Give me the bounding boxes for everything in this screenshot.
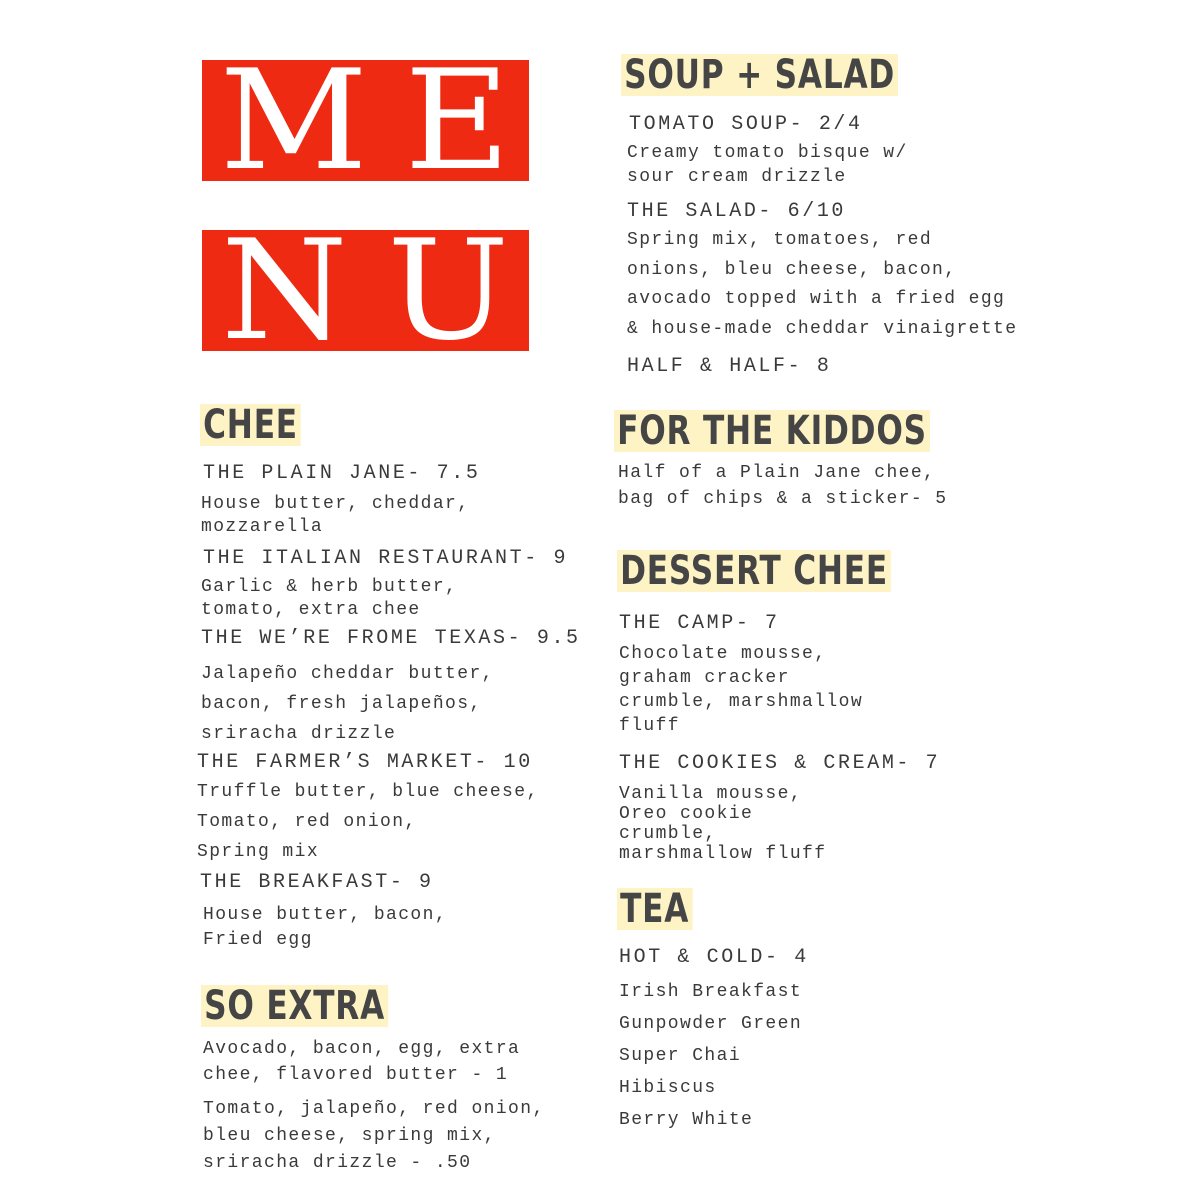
menu-item-desc: Garlic & herb butter, xyxy=(201,577,458,597)
logo-letter-u: U xyxy=(387,209,510,371)
menu-item-desc: fluff xyxy=(619,716,681,736)
tea-flavor: Super Chai xyxy=(619,1046,742,1066)
menu-item-desc: bacon, fresh jalapeños, xyxy=(201,694,482,714)
menu-item-name: HOT & COLD- 4 xyxy=(619,946,809,969)
menu-item-desc: Jalapeño cheddar butter, xyxy=(201,664,494,684)
tea-flavor: Gunpowder Green xyxy=(619,1014,803,1034)
tea-flavor: Berry White xyxy=(619,1110,754,1130)
extra-desc: bleu cheese, spring mix, xyxy=(203,1126,496,1146)
menu-item-desc: marshmallow fluff xyxy=(619,844,827,864)
so-extra-heading: SO EXTRA xyxy=(201,985,388,1027)
menu-item-desc: House butter, cheddar, xyxy=(201,494,470,514)
menu-item-name: THE ITALIAN RESTAURANT- 9 xyxy=(203,547,569,570)
menu-item-name: HALF & HALF- 8 xyxy=(627,355,832,378)
menu-item-desc: Fried egg xyxy=(203,930,313,950)
menu-item-desc: graham cracker xyxy=(619,668,790,688)
menu-item-desc: Tomato, red onion, xyxy=(197,812,417,832)
menu-item-desc: avocado topped with a fried egg xyxy=(627,289,1006,309)
menu-item-desc: crumble, xyxy=(619,824,717,844)
menu-item-desc: Creamy tomato bisque w/ xyxy=(627,143,908,163)
menu-item-name: THE CAMP- 7 xyxy=(619,612,780,635)
chee-heading: CHEE xyxy=(200,404,301,446)
menu-item-desc: sour cream drizzle xyxy=(627,167,847,187)
menu-item-desc: Chocolate mousse, xyxy=(619,644,827,664)
menu-item-name: TOMATO SOUP- 2/4 xyxy=(629,113,863,136)
menu-item-desc: Oreo cookie xyxy=(619,804,754,824)
tea-flavor: Hibiscus xyxy=(619,1078,717,1098)
extra-desc: Avocado, bacon, egg, extra xyxy=(203,1039,521,1059)
logo-letter-n: N xyxy=(221,209,349,371)
menu-item-name: THE BREAKFAST- 9 xyxy=(200,871,434,894)
menu-item-name: THE WE’RE FROME TEXAS- 9.5 xyxy=(201,627,581,650)
menu-item-desc: tomato, extra chee xyxy=(201,600,421,620)
extra-desc: sriracha drizzle - .50 xyxy=(203,1153,472,1173)
menu-item-desc: House butter, bacon, xyxy=(203,905,448,925)
menu-item-desc: onions, bleu cheese, bacon, xyxy=(627,260,957,280)
menu-item-desc: mozzarella xyxy=(201,517,324,537)
menu-item-desc: crumble, marshmallow xyxy=(619,692,864,712)
tea-heading: TEA xyxy=(617,888,692,930)
menu-item-name: THE PLAIN JANE- 7.5 xyxy=(203,462,481,485)
tea-flavor: Irish Breakfast xyxy=(619,982,803,1002)
menu-item-desc: & house-made cheddar vinaigrette xyxy=(627,319,1018,339)
extra-desc: Tomato, jalapeño, red onion, xyxy=(203,1099,545,1119)
menu-item-desc: Spring mix xyxy=(197,842,320,862)
extra-desc: chee, flavored butter - 1 xyxy=(203,1065,509,1085)
menu-item-name: THE FARMER’S MARKET- 10 xyxy=(197,751,533,774)
soup-salad-heading: SOUP + SALAD xyxy=(621,54,898,96)
logo-letter-m: M xyxy=(219,39,369,201)
menu-item-desc: Spring mix, tomatoes, red xyxy=(627,230,933,250)
kiddos-heading: FOR THE KIDDOS xyxy=(614,410,930,452)
menu-item-desc: Vanilla mousse, xyxy=(619,784,803,804)
kiddos-desc: bag of chips & a sticker- 5 xyxy=(618,489,948,509)
menu-item-name: THE SALAD- 6/10 xyxy=(627,200,847,223)
menu-item-desc: sriracha drizzle xyxy=(201,724,397,744)
logo-letter-e: E xyxy=(404,39,511,201)
dessert-heading: DESSERT CHEE xyxy=(617,550,891,592)
kiddos-desc: Half of a Plain Jane chee, xyxy=(618,463,936,483)
menu-logo-bottom xyxy=(202,209,529,371)
menu-item-name: THE COOKIES & CREAM- 7 xyxy=(619,752,941,775)
menu-item-desc: Truffle butter, blue cheese, xyxy=(197,782,539,802)
menu-logo-top xyxy=(202,39,529,201)
